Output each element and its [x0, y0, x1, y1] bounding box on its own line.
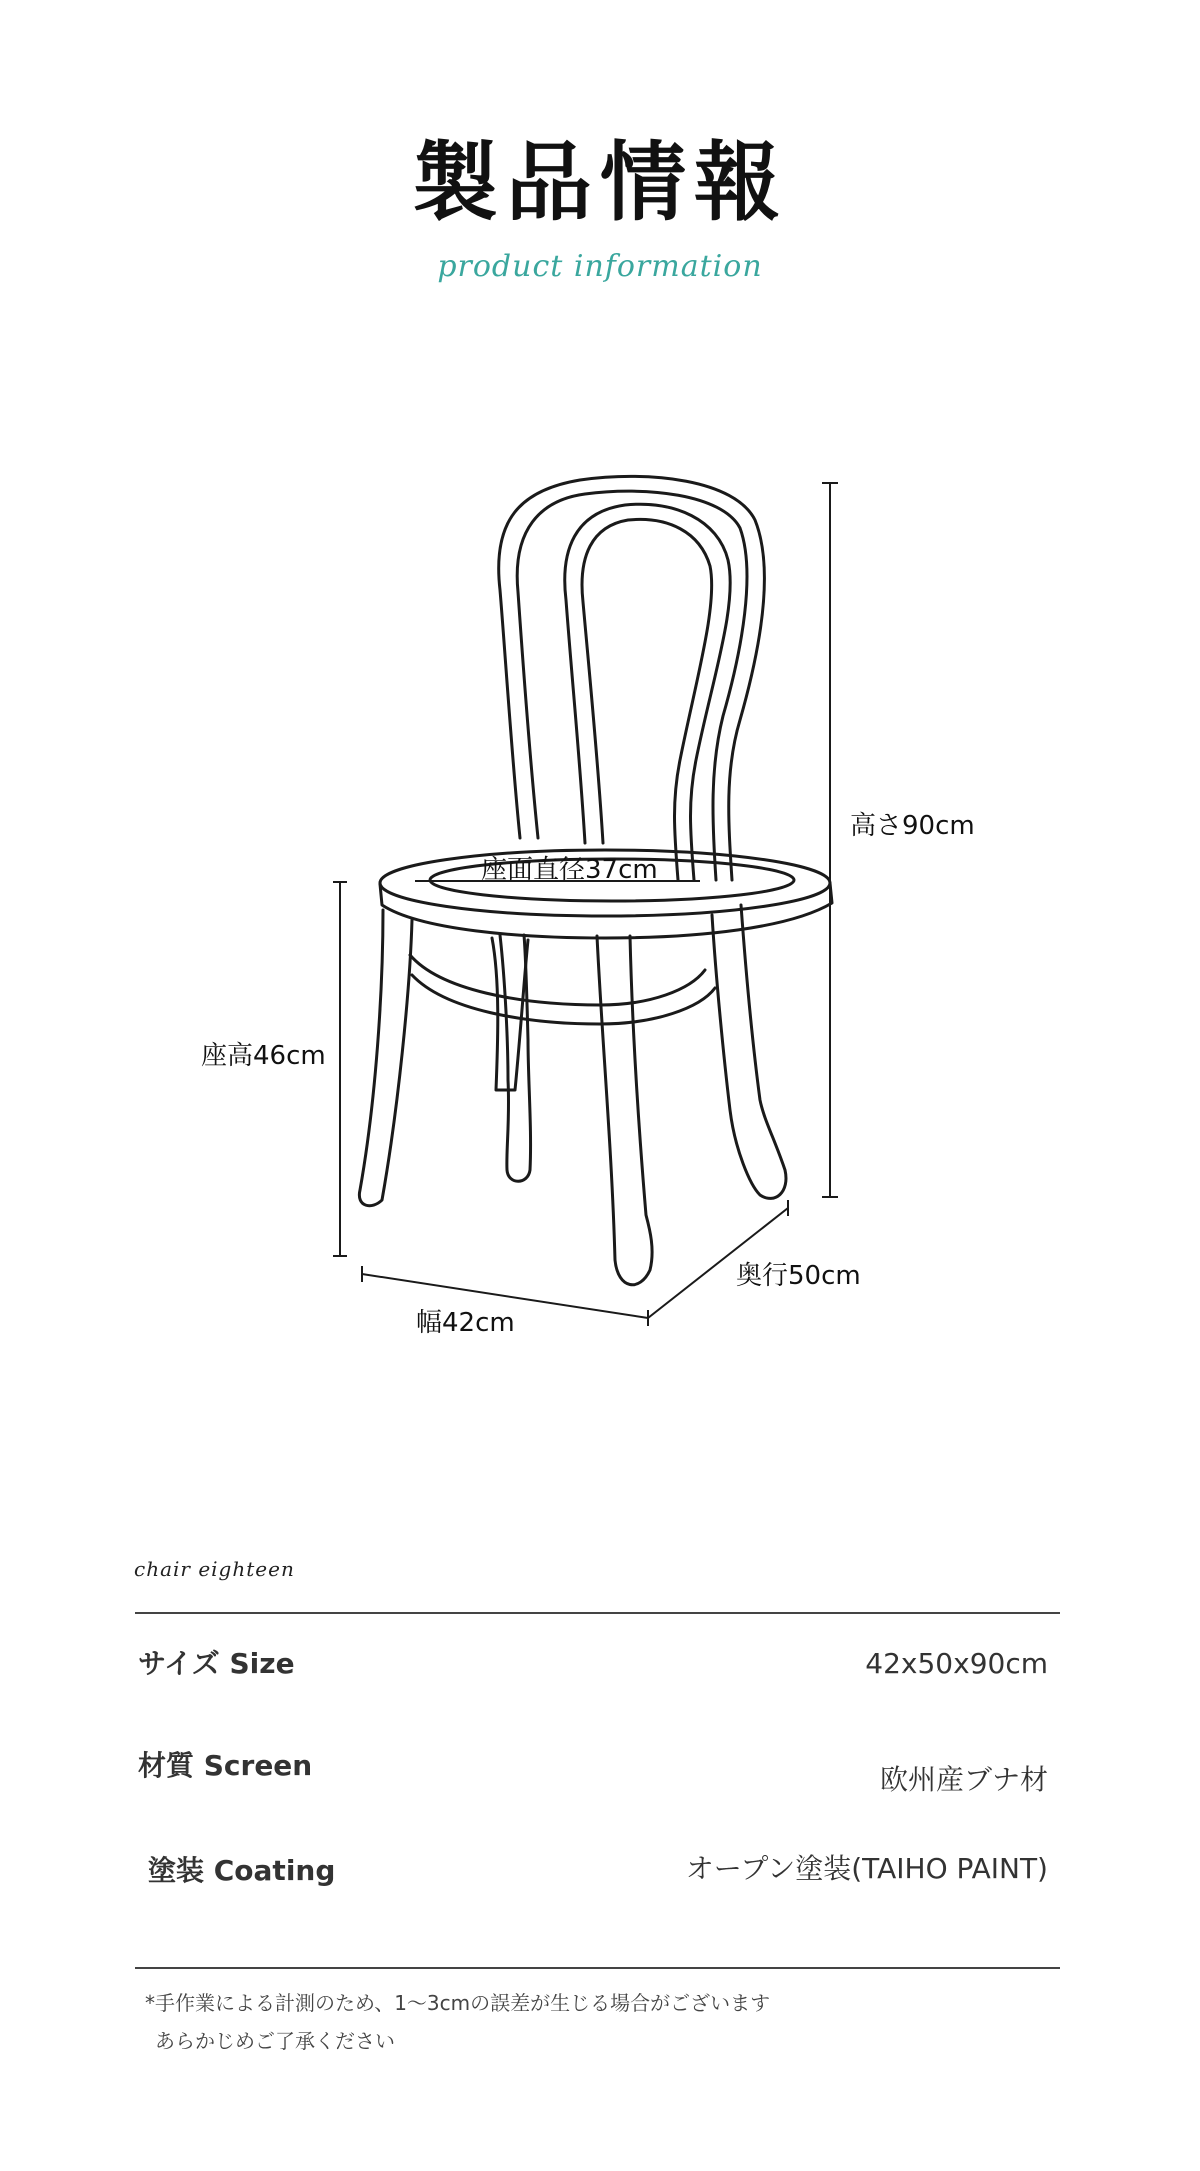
leg-back-right	[712, 905, 786, 1198]
spec-value-size: 42x50x90cm	[865, 1647, 1048, 1680]
page-subtitle: product information	[437, 249, 763, 284]
seat-height-label: 座高46cm	[201, 1041, 326, 1071]
spec-table-bottom-rule	[135, 1967, 1060, 1969]
seat-diameter-label: 座面直径37cm	[481, 855, 658, 885]
measurement-note-line-2: あらかじめご了承ください	[155, 2029, 395, 2053]
measurement-note-line-1: *手作業による計測のため、1〜3cmの誤差が生じる場合がございます	[145, 1991, 771, 2015]
depth-label: 奥行50cm	[736, 1261, 861, 1291]
spec-value-coating: オープン塗装(TAIHO PAINT)	[685, 1852, 1048, 1885]
spec-value-material: 欧州産ブナ材	[879, 1763, 1048, 1796]
page-title: 製品情報	[412, 133, 788, 233]
width-label: 幅42cm	[416, 1308, 515, 1338]
chair-dimension-diagram	[0, 440, 1200, 1360]
height-label: 高さ90cm	[850, 811, 975, 841]
leg-ring-back	[412, 975, 715, 1024]
spec-label-coating: 塗装 Coating	[148, 1854, 336, 1887]
backrest-inner-loop-inner	[582, 519, 712, 880]
product-name: chair eighteen	[134, 1557, 295, 1581]
leg-ring-front	[410, 955, 705, 1005]
leg-front-right	[597, 936, 652, 1285]
backrest-outer-hoop	[499, 476, 765, 880]
spec-table-top-rule	[135, 1612, 1060, 1614]
leg-front-left	[359, 910, 412, 1206]
spec-label-size: サイズ Size	[138, 1647, 295, 1680]
spec-label-material: 材質 Screen	[138, 1749, 313, 1782]
backrest-inner-loop	[565, 504, 730, 880]
